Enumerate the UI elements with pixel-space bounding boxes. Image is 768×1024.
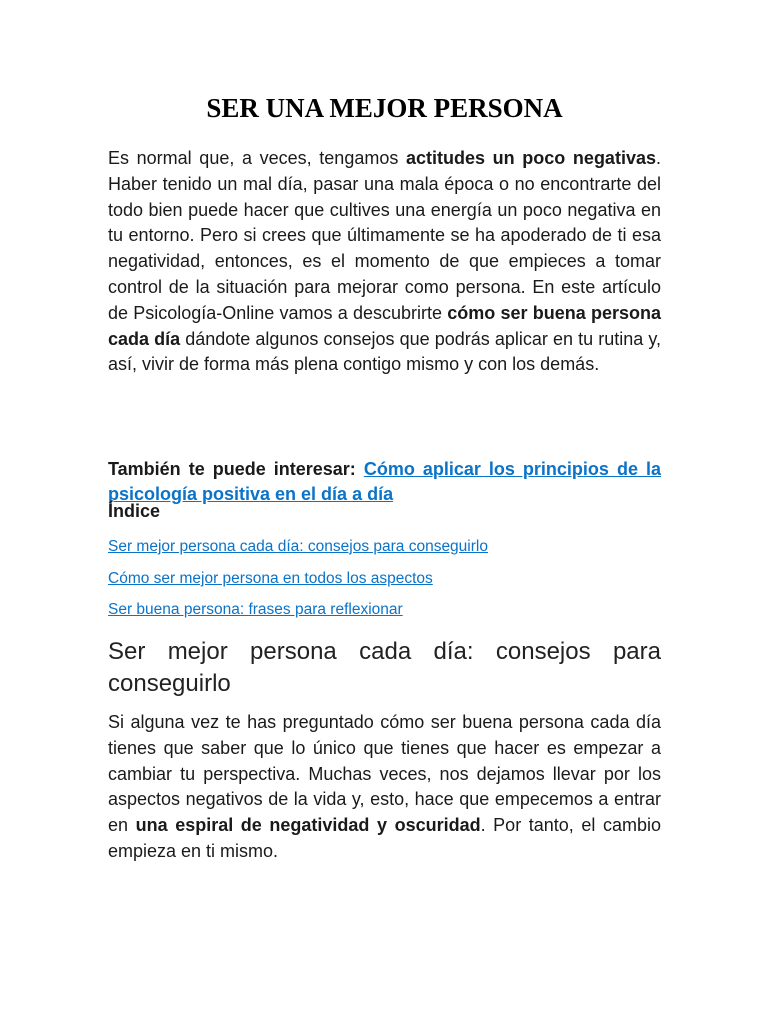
toc-item [108, 538, 488, 556]
intro-text-2: . Haber tenido un mal día, pasar una mala época o no encontrarte del todo bien puede hacer que cultives una energía un poco negativa en tu entorno. Pero si crees que últimamente se ha apoderado de ti esa negatividad, entonces, es el momento de que empieces a tomar control de la situación para mejorar como persona. En este artículo de Psicología-Online vamos a descubrirte [108, 148, 661, 323]
intro-text-3: dándote algunos consejos que podrás aplicar en tu rutina y, así, vivir de forma más plena contigo mismo y con los demás. [108, 328, 661, 375]
toc-item [108, 601, 403, 619]
section-bold-1: una espiral de negatividad y oscuridad [135, 815, 481, 836]
section-heading: Ser mejor persona cada día: consejos para conseguirlo [108, 638, 661, 697]
intro-bold-2: cómo ser buena persona cada día [108, 302, 661, 349]
see-also-link[interactable]: Cómo aplicar los principios de la psicología positiva en el día a día [108, 459, 661, 504]
toc-link-aspectos[interactable]: Cómo ser mejor persona en todos los aspectos [108, 570, 433, 587]
toc-link-frases[interactable]: Ser buena persona: frases para reflexionar [108, 601, 403, 618]
intro-text-1: Es normal que, a veces, tengamos [108, 148, 406, 168]
index-heading: Índice [108, 501, 161, 521]
section-text-1: Si alguna vez te has preguntado cómo ser buena persona cada día tienes que saber que lo único que tienes que hacer es empezar a cambiar tu perspectiva. Muchas veces, nos dejamos llevar por los aspectos negativos de la vida y, esto, hace que empecemos a entrar en [108, 712, 661, 836]
section-paragraph [108, 710, 661, 865]
toc-item [108, 570, 433, 588]
see-also-lead: También te puede interesar: [108, 459, 356, 479]
toc-link-consejos[interactable]: Ser mejor persona cada día: consejos para conseguirlo [108, 538, 488, 555]
intro-bold-1: actitudes un poco negativas [406, 148, 656, 168]
intro-paragraph [108, 146, 661, 378]
see-also-paragraph [108, 457, 661, 507]
section-text-2: . Por tanto, el cambio empieza en ti mismo. [108, 815, 661, 861]
document-title: SER UNA MEJOR PERSONA [206, 93, 563, 123]
